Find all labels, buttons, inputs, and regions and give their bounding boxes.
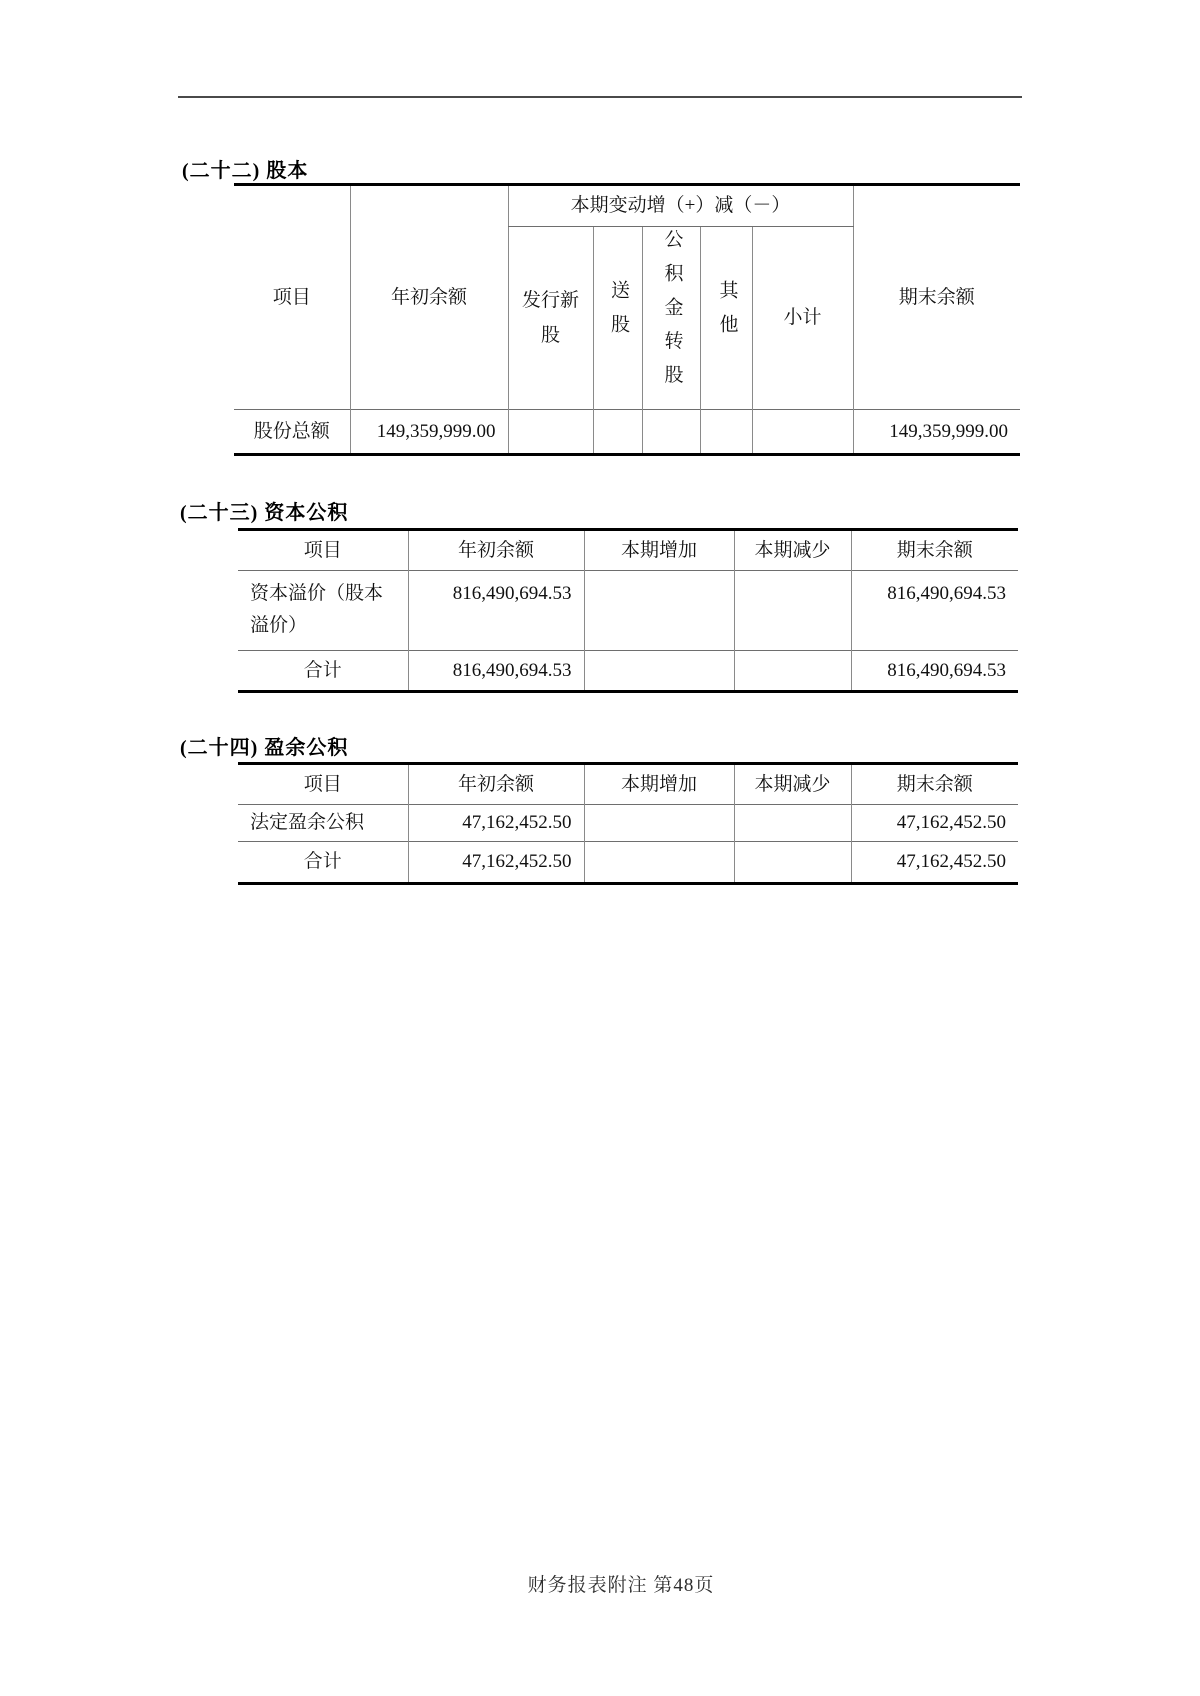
row-label: 资本溢价（股本溢价）: [238, 571, 408, 651]
column-header-increase: 本期增加: [584, 764, 734, 805]
share-capital-table: [234, 183, 1020, 456]
closing-balance-value: 47,162,452.50: [851, 805, 1018, 842]
page-top-rule: [178, 96, 1022, 98]
other-value: [700, 410, 752, 455]
column-header-reserve-transfer: 公积金转股: [642, 227, 700, 410]
column-header-closing-balance: 期末余额: [851, 764, 1018, 805]
column-header-item: 项目: [303, 773, 342, 795]
closing-balance-value: 47,162,452.50: [851, 842, 1018, 884]
column-header-period-change: 本期变动增（+）减（－）: [508, 185, 853, 227]
column-header-opening-balance: 年初余额: [408, 764, 584, 805]
bonus-share-value: [593, 410, 642, 455]
surplus-reserve-row-total: [238, 842, 1018, 884]
column-header-increase: 本期增加: [584, 530, 734, 571]
column-header-decrease: 本期减少: [734, 764, 851, 805]
closing-balance-value: 149,359,999.00: [853, 410, 1020, 455]
column-header-decrease: 本期减少: [734, 530, 851, 571]
column-header-opening-balance: 年初余额: [350, 185, 508, 410]
closing-balance-value: 816,490,694.53: [851, 651, 1018, 692]
row-label-total: 合计: [238, 842, 408, 884]
row-label: 法定盈余公积: [238, 805, 408, 842]
column-header-item: 项目: [303, 539, 342, 561]
decrease-value: [734, 651, 851, 692]
column-header-new-issue: 发行新股: [508, 227, 593, 410]
decrease-value: [734, 571, 851, 651]
column-header-opening-balance: 年初余额: [408, 530, 584, 571]
surplus-reserve-header-row: [238, 764, 1018, 805]
subtotal-value: [752, 410, 853, 455]
opening-balance-value: 47,162,452.50: [408, 805, 584, 842]
share-capital-row-total-shares: [234, 410, 1020, 455]
column-header-subtotal: 小计: [752, 227, 853, 410]
capital-reserve-row-total: [238, 651, 1018, 692]
section-title-surplus-reserve: (二十四) 盈余公积: [180, 737, 349, 759]
page-footer: 财务报表附注 第48页: [527, 1575, 715, 1596]
column-header-bonus-share: 送股: [593, 227, 642, 410]
increase-value: [584, 842, 734, 884]
opening-balance-value: 816,490,694.53: [408, 571, 584, 651]
row-label: 股份总额: [234, 410, 350, 455]
surplus-reserve-row-statutory: [238, 805, 1018, 842]
row-label-total: 合计: [238, 651, 408, 692]
decrease-value: [734, 805, 851, 842]
capital-reserve-row-share-premium: [238, 571, 1018, 651]
opening-balance-value: 816,490,694.53: [408, 651, 584, 692]
increase-value: [584, 571, 734, 651]
new-issue-value: [508, 410, 593, 455]
column-header-closing-balance: 期末余额: [853, 185, 1020, 410]
surplus-reserve-table: [238, 762, 1018, 885]
closing-balance-value: 816,490,694.53: [851, 571, 1018, 651]
column-header-closing-balance: 期末余额: [851, 530, 1018, 571]
opening-balance-value: 47,162,452.50: [408, 842, 584, 884]
column-header-item: 项目: [272, 286, 311, 308]
section-title-share-capital: (二十二) 股本: [182, 160, 309, 182]
capital-reserve-header-row: [238, 530, 1018, 571]
capital-reserve-table: [238, 528, 1018, 693]
share-capital-header-row-1: [234, 185, 1020, 227]
increase-value: [584, 651, 734, 692]
increase-value: [584, 805, 734, 842]
column-header-other: 其他: [700, 227, 752, 410]
section-title-capital-reserve: (二十三) 资本公积: [180, 502, 349, 524]
reserve-transfer-value: [642, 410, 700, 455]
opening-balance-value: 149,359,999.00: [350, 410, 508, 455]
decrease-value: [734, 842, 851, 884]
